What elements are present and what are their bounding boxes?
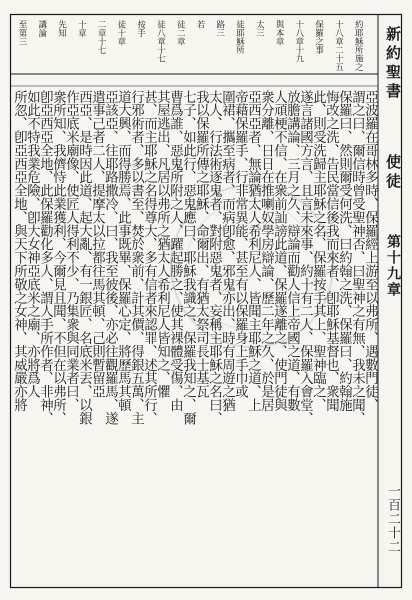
verse-line: 甚、而主耶穌之名得尊大、多有信者來認罪、述其所行、 — [141, 90, 157, 425]
verse-line: 曹爲誰、惡鬼所附之人、躍起勝之、使其裸體受傷、由 — [167, 90, 183, 412]
cross-reference-note: 保羅之事 — [313, 20, 324, 54]
cross-reference-note: 講論 — [36, 20, 47, 37]
scripture-page — [10, 14, 402, 588]
verse-line: 西亞、是時因此道、起大亂、有一銀匠、名底米丟、以銀 — [76, 90, 92, 425]
cross-reference-note: 若 — [195, 20, 205, 29]
verse-line: 衆分離、日日在推喇奴學房辯論、歷二年之久、於是居 — [258, 90, 274, 412]
book-title: 新約聖書 — [384, 26, 402, 102]
cross-reference-note: 約耶穌所施之 — [353, 20, 364, 71]
cross-reference-note: 太三 — [254, 20, 265, 37]
verse-line: 保羅曰、然則爾受何洗、曰約翰之洗、保羅曰、約翰施 — [336, 90, 352, 412]
verse-line: 卽亞西亞全地、此保羅勸化多人、謂人手所作者、非神、 — [37, 90, 53, 425]
verse-line: 衆所知、我儕恃此業獲利、今爾見且聞、不但在以弗所、 — [50, 90, 66, 425]
verse-line: 謂之曰、爾信時曾受聖神否、曰聖神之有無、我未之聞、 — [349, 90, 365, 425]
cross-reference-note: 至第三 — [17, 20, 27, 46]
verse-line: 行邪術者、多以書至、焚於衆前、計其價、得銀五萬、主 — [128, 90, 144, 425]
cross-reference-note: 二章十七 — [96, 20, 107, 54]
cross-reference-note: 徒十章 — [115, 20, 126, 46]
verse-line: 亞西亞者、無論猶太人希利尼人、皆聞主耶穌之道、上 — [245, 90, 261, 412]
verse-line: 所忽、卽亞西亞全地、與天下所敬之女神、其威嚴亦將 — [11, 90, 27, 412]
verse-line: 作亞底米廟像、使匠人得利不少、乃集衆與同業者曰、 — [63, 90, 79, 412]
verse-line: 放膽講論、三月之久、辯論而勸人信上帝國之道、有數 — [284, 90, 300, 412]
cross-reference-note: 十章 — [76, 20, 87, 37]
cross-reference-note: 路三 — [214, 20, 225, 37]
cross-reference-note: 十八章二十五 — [333, 20, 344, 71]
cross-reference-note: 先知 — [56, 20, 67, 37]
verse-line: 悔改之洗、告民當信後我而來者、卽耶穌基督也、衆聞 — [323, 90, 339, 412]
verse-line: 太人、行法術逐鬼者、對附惡鬼者、妄稱主耶穌之名曰、 — [206, 90, 222, 425]
verse-line: 人頑梗不信、在衆前訕謗此道、保羅遂離之、使門徒與 — [271, 90, 287, 412]
verse-line: 其屋逃出、凡居以弗所之猶太人希利尼人皆知之、懼 — [154, 90, 170, 399]
verse-line: 此、則受洗歸主耶穌之名、保羅按手其上、聖神臨之、 — [310, 90, 326, 412]
verse-line: 圍裙、攜至病者、而病卽愈、邪鬼亦出、時有周遊之猶 — [219, 90, 235, 412]
verse-line: 遂言諸國方言、且言未來事、約十有二人、保羅入會堂、 — [297, 90, 313, 425]
verse-line: 遣事己者二人、提摩太以拉都往馬其頓、己則暫留亞 — [89, 90, 105, 399]
section-title: 使徒 — [384, 154, 402, 192]
cross-reference-note: 與本章 — [274, 20, 285, 46]
cross-reference-note: 按手 — [135, 20, 146, 37]
page-number: 一百二十二 — [385, 484, 400, 554]
cross-reference-note: 徒耶穌所 — [234, 20, 245, 54]
cross-reference-note: 徒八章十七 — [155, 20, 166, 63]
verse-line: 亞波羅在哥林多時、保羅經上游至以弗所、遇數門徒、 — [362, 90, 378, 412]
verse-line: 如此不特我業危險、卽大女神亞底米之廟、亦將爲人 — [24, 90, 40, 399]
cross-reference-note: 徒二章 — [175, 20, 186, 46]
chapter-title: 第十九章 — [385, 234, 401, 298]
verse-line: 七子、如此行、惡鬼應曰、耶穌我識之、保羅我知之、爾 — [180, 90, 196, 425]
verse-line: 我以保羅所傳之耶穌、命爾出、有猶太祭司長士基瓦 — [193, 90, 209, 399]
verse-line: 帝藉保羅手、行非常異能、甚至有以保羅身上手巾或 — [232, 90, 248, 399]
cross-reference-note: 十八章十九 — [293, 20, 304, 63]
verse-line: 道大興、而得勝焉、此事既畢、保羅心定、將歷馬其頓 — [115, 90, 131, 412]
verse-line: 亞該亞、往耶路撒冷、曰、我至彼後、亦必往觀羅馬、遂 — [102, 90, 118, 425]
